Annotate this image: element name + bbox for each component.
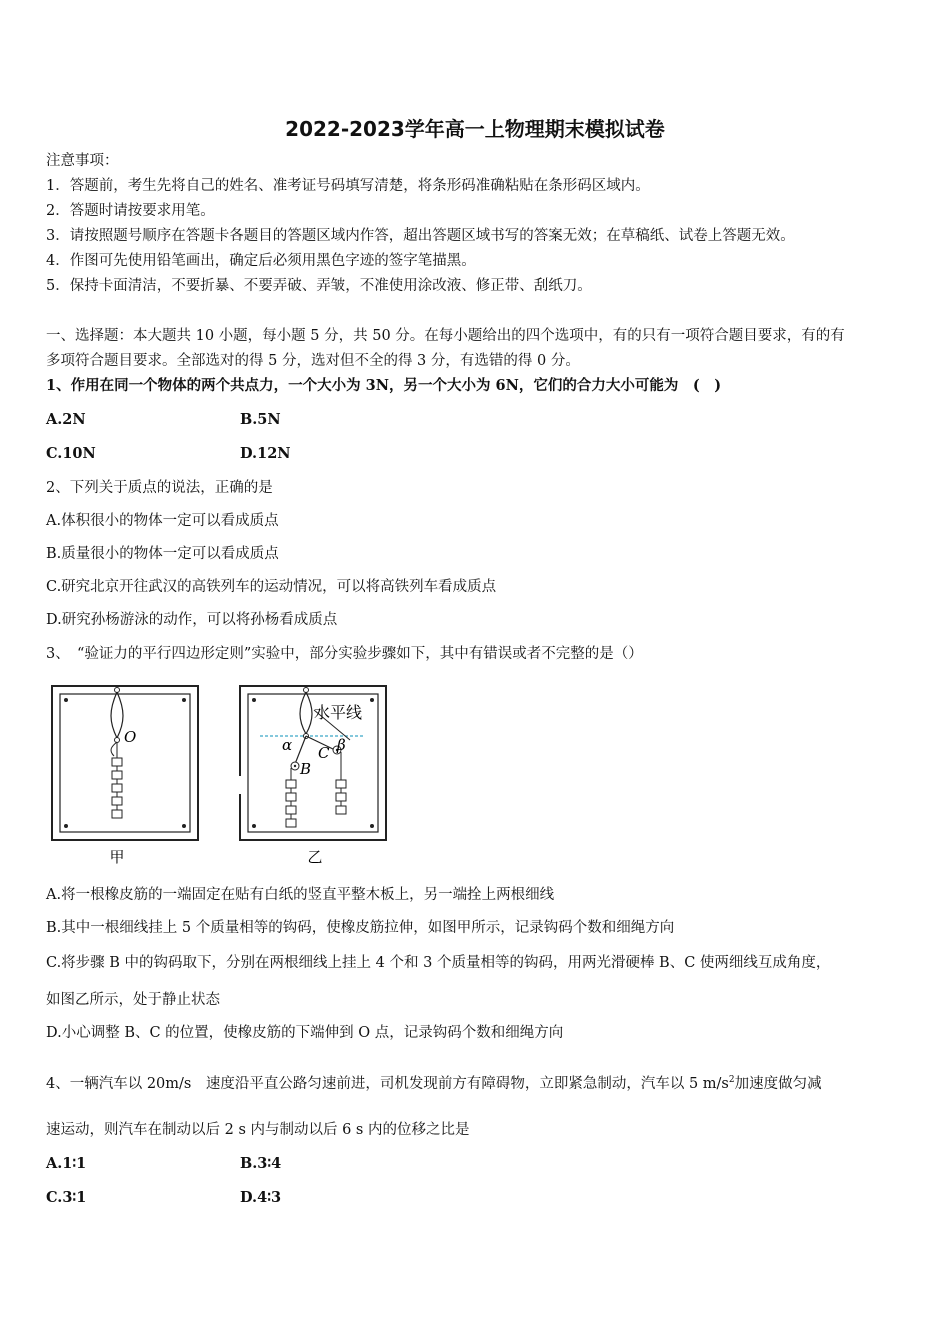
q2-option-d[interactable]: D.研究孙杨游泳的动作，可以将孙杨看成质点 [46, 612, 338, 628]
figure-yi [237, 686, 386, 866]
notice-item: 2．答题时请按要求用笔。 [46, 203, 215, 219]
question-1-stem: 1、作用在同一个物体的两个共点力，一个大小为 3N，另一个大小为 6N，它们的合力大小可能为 ( ) [46, 377, 722, 394]
figure-jia [52, 686, 198, 866]
q2-option-a[interactable]: A.体积很小的物体一定可以看成质点 [46, 513, 279, 529]
section-heading-cont: 多项符合题目要求。全部选对的得 5 分，选对但不全的得 3 分，有选错的得 0 分。 [46, 353, 580, 369]
question-3-stem: 3、 “验证力的平行四边形定则”实验中，部分实验步骤如下，其中有错误或者不完整的是（） [46, 646, 643, 662]
q4-option-d[interactable]: D.4∶3 [240, 1189, 282, 1206]
force-experiment-figure [46, 680, 391, 870]
label-beta: β [337, 736, 346, 754]
q4-option-b[interactable]: B.3∶4 [240, 1155, 282, 1172]
q1-option-b[interactable]: B.5N [240, 411, 281, 428]
question-4-stem [46, 1070, 822, 1094]
page-title: 2022-2023学年高一上物理期末模拟试卷 [285, 117, 665, 141]
q1-option-a[interactable]: A.2N [46, 411, 86, 428]
q2-option-c[interactable]: C.研究北京开往武汉的高铁列车的运动情况，可以将高铁列车看成质点 [46, 579, 497, 595]
section-heading: 一、选择题：本大题共 10 小题，每小题 5 分，共 50 分。在每小题给出的四个选项中，有的只有一项符合题目要求，有的有 [46, 328, 845, 344]
q3-option-c[interactable]: C.将步骤 B 中的钩码取下，分别在两根细线上挂上 4 个和 3 个质量相等的钩码，用两光滑硬棒 B、C 使两细线互成角度， [46, 955, 831, 971]
question-4-stem-cont: 速运动，则汽车在制动以后 2 s 内与制动以后 6 s 内的位移之比是 [46, 1122, 470, 1138]
question-2-stem: 2、下列关于质点的说法，正确的是 [46, 480, 273, 496]
q1-option-d[interactable]: D.12N [240, 445, 291, 462]
q4-option-a[interactable]: A.1∶1 [46, 1155, 87, 1172]
notice-item: 1．答题前，考生先将自己的姓名、准考证号码填写清楚，将条形码准确粘贴在条形码区域内。 [46, 178, 650, 194]
q4-stem-part1: 4、一辆汽车以 20m/s 速度沿平直公路匀速前进，司机发现前方有障碍物，立即紧急制动，汽车以 5 m/s [46, 1075, 729, 1092]
caption-yi: 乙 [307, 848, 323, 866]
label-o: O [124, 728, 137, 746]
label-c: C [318, 744, 330, 762]
q4-option-c[interactable]: C.3∶1 [46, 1189, 87, 1206]
q3-option-b[interactable]: B.其中一根细线挂上 5 个质量相等的钩码，使橡皮筋拉伸，如图甲所示，记录钩码个数和细绳方向 [46, 920, 675, 936]
notice-heading: 注意事项： [46, 153, 119, 169]
label-b: B [300, 760, 312, 778]
notice-item: 5．保持卡面清洁，不要折暴、不要弄破、弄皱，不准使用涂改液、修正带、刮纸刀。 [46, 278, 592, 294]
label-alpha: α [282, 736, 293, 754]
q3-option-d[interactable]: D.小心调整 B、C 的位置，使橡皮筋的下端伸到 O 点，记录钩码个数和细绳方向 [46, 1025, 564, 1041]
caption-jia: 甲 [109, 848, 125, 866]
q3-option-c-cont: 如图乙所示，处于静止状态 [46, 992, 220, 1008]
notice-item: 3．请按照题号顺序在答题卡各题目的答题区域内作答，超出答题区域书写的答案无效；在草稿纸、试卷上答题无效。 [46, 228, 795, 244]
q4-stem-sup: 2 [728, 1075, 735, 1085]
label-horizontal-line: 水平线 [314, 703, 363, 722]
notice-item: 4．作图可先使用铅笔画出，确定后必须用黑色字迹的签字笔描黑。 [46, 253, 476, 269]
q2-option-b[interactable]: B.质量很小的物体一定可以看成质点 [46, 546, 279, 562]
q4-stem-part2: 加速度做匀减 [734, 1075, 822, 1092]
q3-option-a[interactable]: A.将一根橡皮筋的一端固定在贴有白纸的竖直平整木板上，另一端拴上两根细线 [46, 887, 555, 903]
q1-option-c[interactable]: C.10N [46, 445, 96, 462]
